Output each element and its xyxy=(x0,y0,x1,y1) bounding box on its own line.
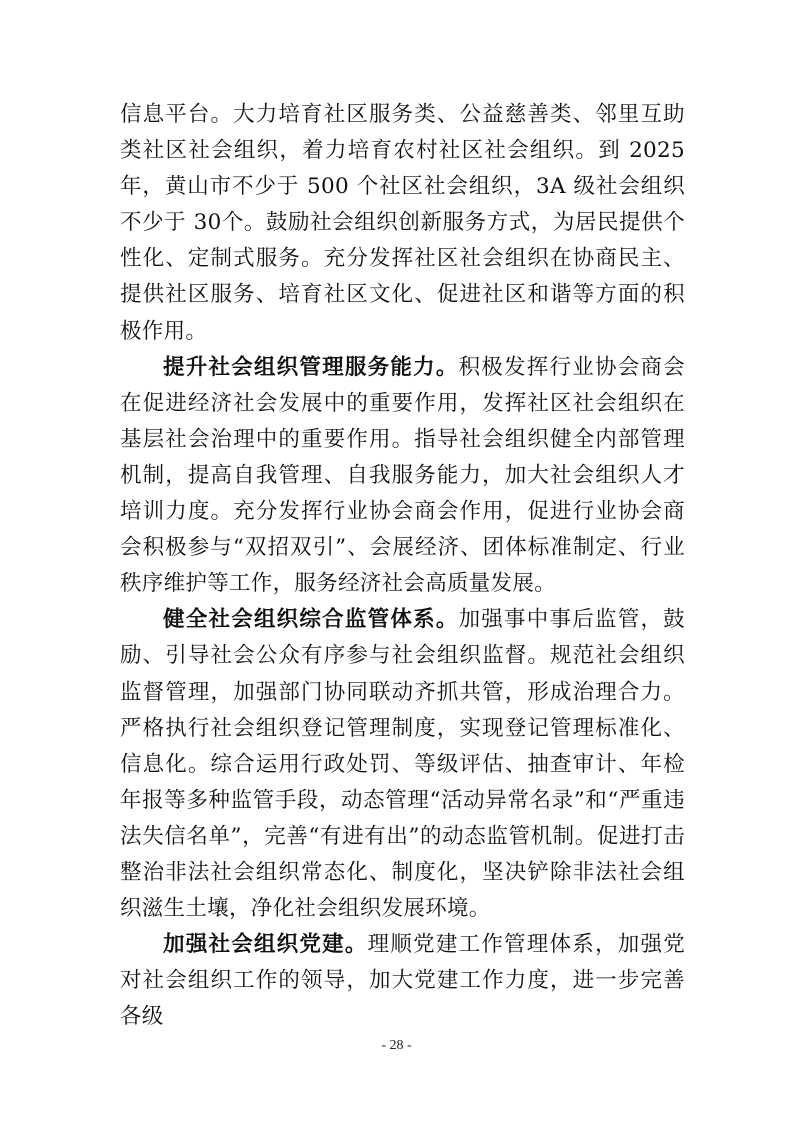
body-text xyxy=(120,97,685,1035)
paragraph-management-capacity xyxy=(120,350,685,603)
paragraph-lead: 加强社会组织党建。 xyxy=(163,932,368,958)
paragraph-lead: 提升社会组织管理服务能力。 xyxy=(163,354,459,380)
paragraph-body: 理顺党建工作管理体系，加强党对社会组织工作的领导，加大党建工作力度，进一步完善各级 xyxy=(120,932,686,1030)
paragraph-supervision-system xyxy=(120,602,685,927)
paragraph-body: 加强事中事后监管，鼓励、引导社会公众有序参与社会组织监督。规范社会组织监督管理，加强部门协同联动齐抓共管，形成治理合力。严格执行社会组织登记管理制度，实现登记管理标准化、信息化。综合运用行政处罚、等级评估、抽查审计、年检年报等多种监管手段，动态管理“活动异常名录”和“严重违法失信名单”，完善“有进有出”的动态监管机制。促进打击整治非法社会组织常态化、制度化，坚决铲除非法社会组织滋生土壤，净化社会组织发展环境。 xyxy=(120,607,685,922)
paragraph-lead: 健全社会组织综合监管体系。 xyxy=(163,607,459,633)
paragraph-body: 积极发挥行业协会商会在促进经济社会发展中的重要作用，发挥社区社会组织在基层社会治理中的重要作用。指导社会组织健全内部管理机制，提高自我管理、自我服务能力，加大社会组织人才培训力度。充分发挥行业协会商会作用，促进行业协会商会积极参与“双招双引”、会展经济、团体标准制定、行业秩序维护等工作，服务经济社会高质量发展。 xyxy=(120,354,685,597)
paragraph-party-building xyxy=(120,927,685,1035)
page-number: - 28 - xyxy=(381,1038,412,1053)
paragraph-body: 信息平台。大力培育社区服务类、公益慈善类、邻里互助类社区社会组织，着力培育农村社区社会组织。到 2025 年，黄山市不少于 500 个社区社会组织，3A 级社会组织不少于 30个。鼓励社会组织创新服务方式，为居民提供个性化、定制式服务。充分发挥社区社会组织在协商民主、提供社区服务、培育社区文化、促进社区和谐等方面的积极作用。 xyxy=(120,102,685,344)
paragraph-community-orgs xyxy=(120,97,685,350)
